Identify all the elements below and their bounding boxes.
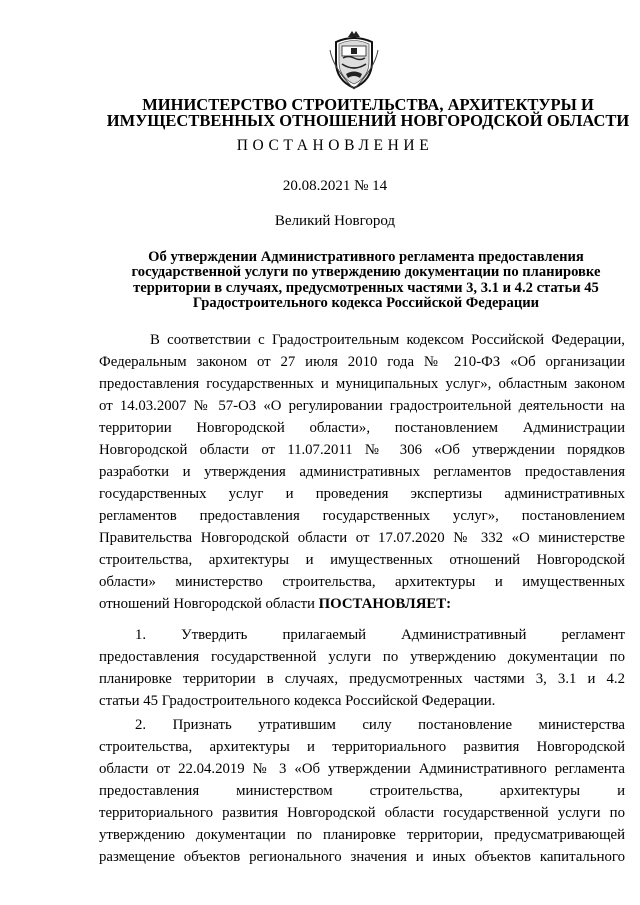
title-line: территории в случаях, предусмотренных частями 3, 3.1 и 4.2 статьи 45 bbox=[133, 279, 599, 296]
title-line: государственной услуги по утверждению документации по планировке bbox=[131, 264, 601, 281]
item2-line: размещение объектов регионального значения и иных объектов капитального bbox=[99, 849, 625, 865]
document-date-number: 20.08.2021 № 14 bbox=[282, 178, 388, 194]
ministry-name-line2: ИМУЩЕСТВЕННЫХ ОТНОШЕНИЙ НОВГОРОДСКОЙ ОБЛАСТИ bbox=[106, 111, 630, 130]
preamble-line: Новгородской области от 11.07.2011 № 306 «Об утверждении порядков bbox=[99, 442, 625, 458]
item1-line: статьи 45 Градостроительного кодекса Российской Федерации. bbox=[99, 693, 496, 709]
preamble-last-text: отношений Новгородской области bbox=[99, 596, 319, 612]
preamble-line: регламентов предоставления государственных услуг», постановлением bbox=[99, 508, 625, 524]
ministry-name-line1: МИНИСТЕРСТВО СТРОИТЕЛЬСТВА, АРХИТЕКТУРЫ И bbox=[142, 95, 594, 114]
item1-line: 1. Утвердить прилагаемый Административный регламент bbox=[135, 627, 625, 643]
preamble-line: строительства, архитектуры и имущественных отношений Новгородской bbox=[99, 552, 625, 568]
preamble-line: Правительства Новгородской области от 17.07.2020 № 332 «О министерстве bbox=[99, 530, 625, 546]
item2-line: предоставления министерством строительства, архитектуры и bbox=[99, 783, 625, 799]
resolve-word: ПОСТАНОВЛЯЕТ: bbox=[318, 596, 452, 612]
item2-line: области от 22.04.2019 № 3 «Об утверждении Административного регламента bbox=[99, 761, 625, 777]
preamble-line: разработки и утверждения административных регламентов предоставления bbox=[99, 464, 625, 480]
item2-line: территориального развития Новгородской области государственной услуги по bbox=[99, 805, 625, 821]
title-line: Об утверждении Административного регламента предоставления bbox=[148, 249, 584, 265]
preamble-line: области» министерство строительства, архитектуры и имущественных bbox=[99, 574, 625, 590]
item1-line: планировке территории в случаях, предусмотренных частями 3, 3.1 и 4.2 bbox=[99, 671, 625, 687]
preamble-line: от 14.03.2007 № 57-ОЗ «О регулировании градостроительной деятельности на bbox=[99, 398, 625, 414]
coat-of-arms-icon bbox=[328, 28, 380, 90]
preamble-line: территории Новгородской области», постановлением Администрации bbox=[99, 420, 625, 436]
document-title bbox=[96, 250, 636, 311]
item2-line: 2. Признать утратившим силу постановление министерства bbox=[135, 717, 625, 733]
preamble-line: предоставления государственных и муниципальных услуг», областным законом bbox=[99, 376, 625, 392]
item1-line: предоставления государственной услуги по утверждению документации по bbox=[99, 649, 625, 665]
preamble-line: В соответствии с Градостроительным кодексом Российской Федерации, bbox=[150, 332, 625, 348]
preamble-line: Федеральным законом от 27 июля 2010 года № 210-ФЗ «Об организации bbox=[99, 354, 625, 370]
preamble-line: государственных услуг и проведения экспертизы административных bbox=[99, 486, 625, 502]
item2-line: утверждению документации по планировке территории, предусматривающей bbox=[99, 827, 625, 843]
item2-line: строительства, архитектуры и территориального развития Новгородской bbox=[99, 739, 625, 755]
preamble-last-line bbox=[99, 595, 625, 613]
ministry-name bbox=[90, 97, 640, 129]
title-line: Градостроительного кодекса Российской Федерации bbox=[192, 294, 540, 311]
document-type: ПОСТАНОВЛЕНИЕ bbox=[236, 137, 434, 154]
document-city: Великий Новгород bbox=[274, 213, 396, 229]
